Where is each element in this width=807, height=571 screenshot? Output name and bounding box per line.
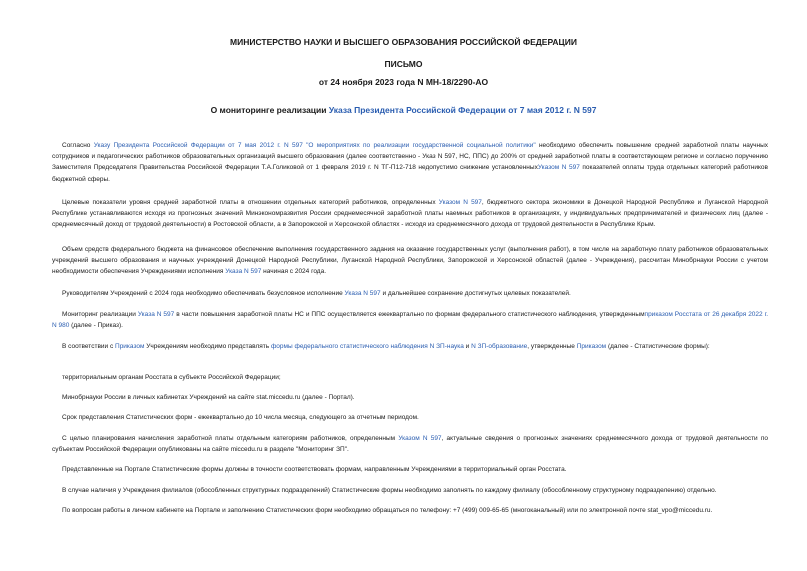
paragraph-7: территориальным органам Росстата в субъекте Российской Федерации; [62,374,281,381]
decree-597-link[interactable]: Указа N 597 [344,290,381,297]
paragraph-1: Согласно Указу Президента Российской Федерации от 7 мая 2012 г. N 597 "О мероприятиях по реализации государственной социальной политики" необходимо обеспечить повышение средней заработной платы научных сотрудников и педагогических работников образовательных организаций высшего образования (далее соответственно - Указ N 597, НС, ППС) до 200% от средней заработной платы в соответствующем регионе и согласно поручению Заместителя Председателя Правительства Российской Федерации Т.А.Голиковой от 1 февраля 2019 г. N ТГ-П12-718 недопустимо снижение установленныхУказом N 597 показателей оплаты труда отдельных категорий работников бюджетной сферы. [52,142,768,183]
ministry-title: МИНИСТЕРСТВО НАУКИ И ВЫСШЕГО ОБРАЗОВАНИЯ РОССИЙСКОЙ ФЕДЕРАЦИИ [230,37,577,47]
document-subject [0,105,807,116]
paragraph-8: Минобрнауки России в личных кабинетах Учреждений на сайте stat.miccedu.ru (далее - Портал). [62,394,355,401]
order-link[interactable]: Приказом [115,343,145,350]
paragraph-4: Руководителям Учреждений с 2024 года необходимо обеспечивать безусловное исполнение Указа N 597 и дальнейшее сохранение достигнутых целевых показателей. [62,290,571,297]
decree-597-link[interactable]: Указом N 597 [438,199,482,206]
decree-597-link[interactable]: Указу Президента Российской Федерации от 7 мая 2012 г. N 597 [93,142,303,149]
decree-597-link[interactable]: Указа N 597 [225,268,262,276]
document-type: ПИСЬМО [384,59,423,69]
form-zp-nauka-link[interactable]: формы федерального статистического наблюдения N ЗП-наука [270,343,464,350]
decree-597-link[interactable]: Указом N 597 [537,164,580,172]
paragraph-2: Целевые показатели уровня средней заработной платы в отношении отдельных категорий работников, определенных Указом N 597, бюджетного сектора экономики в Донецкой Народной Республике и Луганской Народной Республике устанавливаются исходя из прогнозных значений Минэкономразвития России среднемесячной заработной платы наемных работников в организациях, у индивидуальных предпринимателей и физических лиц (далее - среднемесячный доход от трудовой деятельности) в Ростовской области, а в Запорожской и Херсонской областях - исходя из среднемесячного дохода от трудовой деятельности в Республике Крым. [52,199,768,229]
order-link[interactable]: Приказом [576,343,607,350]
decree-597-link[interactable]: Указом N 597 [398,435,442,442]
paragraph-10: С целью планирования начисления заработной платы отдельным категориям работников, определенным Указом N 597, актуальные сведения о прогнозных значениях среднемесячного дохода от трудовой деятельности по субъектам Российской Федерации опубликованы на сайте miccedu.ru в разделе "Мониторинг ЗП". [52,435,768,454]
decree-title-link[interactable]: "О мероприятиях по реализации государственной социальной политики" [306,142,536,149]
paragraph-5: Мониторинг реализации Указа N 597 в части повышения заработной платы НС и ППС осуществляется ежеквартально по формам федерального статистического наблюдения, утвержденнымприказом Росстата от 26 декабря 2022 г. N 980 (далее - Приказ). [52,311,769,330]
rosstat-order-link[interactable]: приказом Росстата от 26 декабря 2022 г. N 980 [52,311,769,330]
subject-prefix: О мониторинге реализации [210,105,329,115]
paragraph-9: Срок представления Статистических форм - ежеквартально до 10 числа месяца, следующего за отчетным периодом. [62,414,419,421]
paragraph-3: Объем средств федерального бюджета на финансовое обеспечение выполнения государственного задания на оказание государственных услуг (выполнения работ), в том числе на заработную плату работников образовательных учреждений высшего образования и научных учреждений Донецкой Народной Республики, Луганской Народной Республики, Запорожской и Херсонской областей (далее - Учреждения), рассчитан Минобрнауки России с учетом необходимости обеспечения Учреждениями исполнения Указа N 597 начиная с 2024 года. [52,246,768,276]
paragraph-6: В соответствии с Приказом Учреждениям необходимо представлять формы федерального статистического наблюдения N ЗП-наука и N ЗП-образование, утвержденные Приказом (далее - Статистические формы): [62,343,710,350]
paragraph-12: В случае наличия у Учреждения филиалов (обособленных структурных подразделений) Статистические формы необходимо заполнять по каждому филиалу (обособленному структурному подразделению) отдельно. [62,487,717,494]
document-date-number: от 24 ноября 2023 года N МН-18/2290-АО [318,77,489,87]
form-zp-obrazovanie-link[interactable]: N ЗП-образование [471,343,528,350]
paragraph-13: По вопросам работы в личном кабинете на Портале и заполнению Статистических форм необходимо обращаться по телефону: +7 (499) 009-65-65 (многоканальный) или по электронной почте stat_vpo@miccedu.ru. [62,507,713,514]
subject-decree-link[interactable]: Указа Президента Российской Федерации от 7 мая 2012 г. N 597 [328,105,597,115]
paragraph-11: Представленные на Портале Статистические формы должны в точности соответствовать формам, направленным Учреждениями в территориальный орган Росстата. [62,466,567,473]
decree-597-link[interactable]: Указа N 597 [137,311,175,318]
